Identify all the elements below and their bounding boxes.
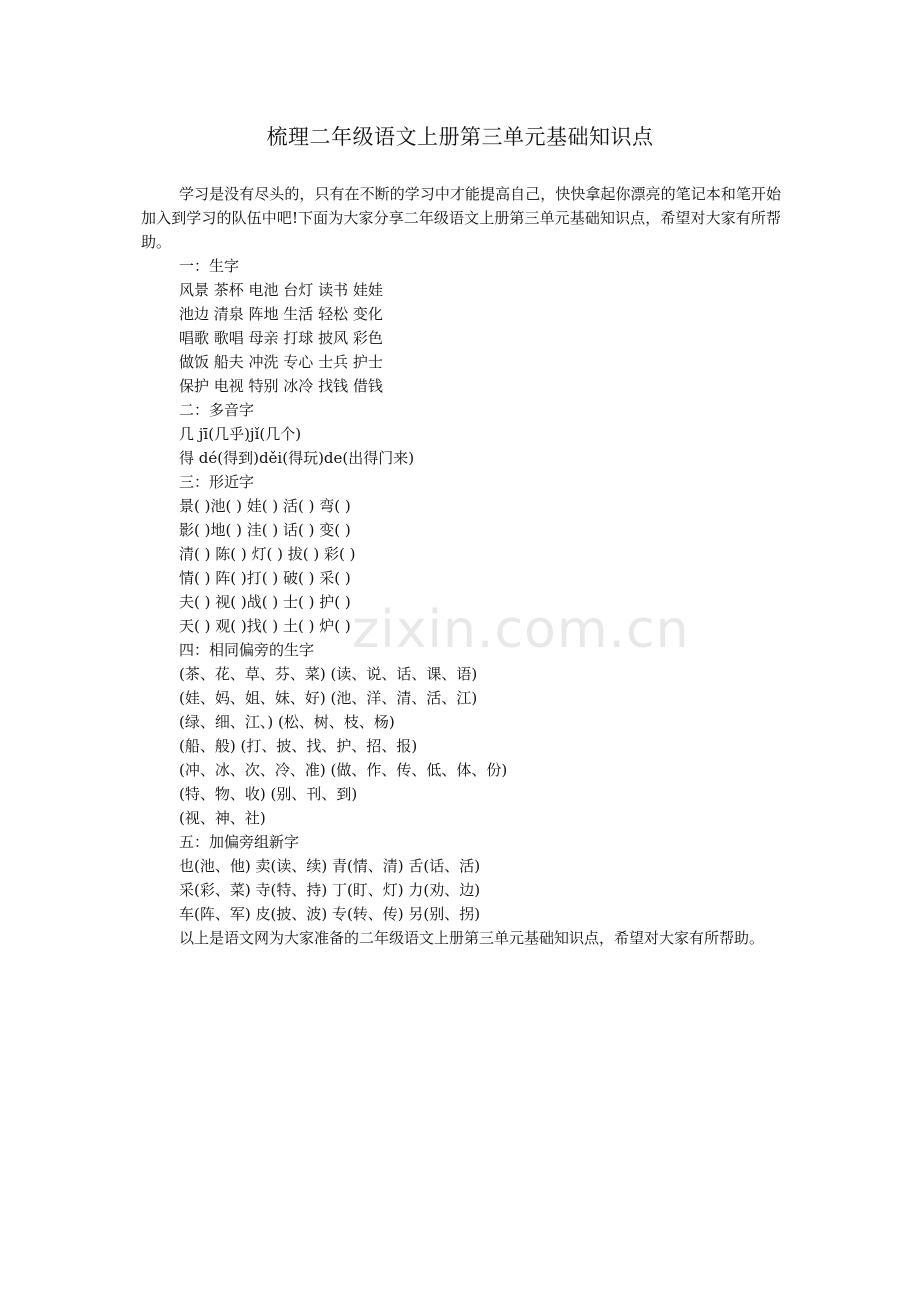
content-line: 保护 电视 特别 冰冷 找钱 借钱 xyxy=(179,377,383,395)
content-line: (茶、花、草、芬、菜) (读、说、话、课、语) xyxy=(179,665,478,683)
content-line: (特、物、收) (别、刊、到) xyxy=(179,785,358,803)
content-line: (船、般) (打、披、找、护、招、报) xyxy=(179,737,418,755)
content-lines xyxy=(141,254,781,926)
content-line: 池边 清泉 阵地 生活 轻松 变化 xyxy=(179,305,383,323)
content-line: 情( ) 阵( )打( ) 破( ) 采( ) xyxy=(179,569,351,587)
content-line: 景( )池( ) 娃( ) 活( ) 弯( ) xyxy=(179,497,351,515)
document-title: 梳理二年级语文上册第三单元基础知识点 xyxy=(266,125,654,149)
content-line: 车(阵、军) 皮(披、波) 专(转、传) 另(别、拐) xyxy=(179,905,481,923)
content-line: 风景 茶杯 电池 台灯 读书 娃娃 xyxy=(179,281,383,299)
content-line: 得 dé(得到)děi(得玩)de(出得门来) xyxy=(179,449,415,467)
content-line: 采(彩、菜) 寺(特、持) 丁(盯、灯) 力(劝、边) xyxy=(179,881,481,899)
document-body xyxy=(141,182,781,950)
content-line: (冲、冰、次、冷、准) (做、作、传、低、体、份) xyxy=(179,761,508,779)
content-line: 影( )地( ) 洼( ) 话( ) 变( ) xyxy=(179,521,351,539)
content-line: 清( ) 陈( ) 灯( ) 拔( ) 彩( ) xyxy=(179,545,356,563)
content-line: (娃、妈、姐、妹、好) (池、洋、清、活、江) xyxy=(179,689,478,707)
content-line: 五：加偏旁组新字 xyxy=(179,833,300,851)
content-line: 夫( ) 视( )战( ) 士( ) 护( ) xyxy=(179,593,351,611)
content-line: (视、神、社) xyxy=(179,809,266,827)
closing-paragraph: 以上是语文网为大家准备的二年级语文上册第三单元基础知识点，希望对大家有所帮助。 xyxy=(179,929,765,947)
content-line: 三：形近字 xyxy=(179,473,255,491)
content-line: 天( ) 观( )找( ) 土( ) 炉( ) xyxy=(179,617,351,635)
content-line: 几 jī(几乎)jǐ(几个) xyxy=(179,425,302,443)
content-line: 二：多音字 xyxy=(179,401,255,419)
content-line: (绿、细、江、) (松、树、枝、杨) xyxy=(179,713,395,731)
content-line: 四：相同偏旁的生字 xyxy=(179,641,315,659)
watermark-text: zixin.com.cn xyxy=(352,600,690,660)
content-line: 一：生字 xyxy=(179,257,240,275)
content-line: 唱歌 歌唱 母亲 打球 披风 彩色 xyxy=(179,329,383,347)
content-line: 做饭 船夫 冲洗 专心 士兵 护士 xyxy=(179,353,383,371)
content-line: 也(池、他) 卖(读、续) 青(情、清) 舌(话、活) xyxy=(179,857,481,875)
intro-paragraph: 学习是没有尽头的，只有在不断的学习中才能提高自己，快快拿起你漂亮的笔记本和笔开始加入到学习的队伍中吧!下面为大家分享二年级语文上册第三单元基础知识点，希望对大家有所帮助。 xyxy=(141,185,781,251)
